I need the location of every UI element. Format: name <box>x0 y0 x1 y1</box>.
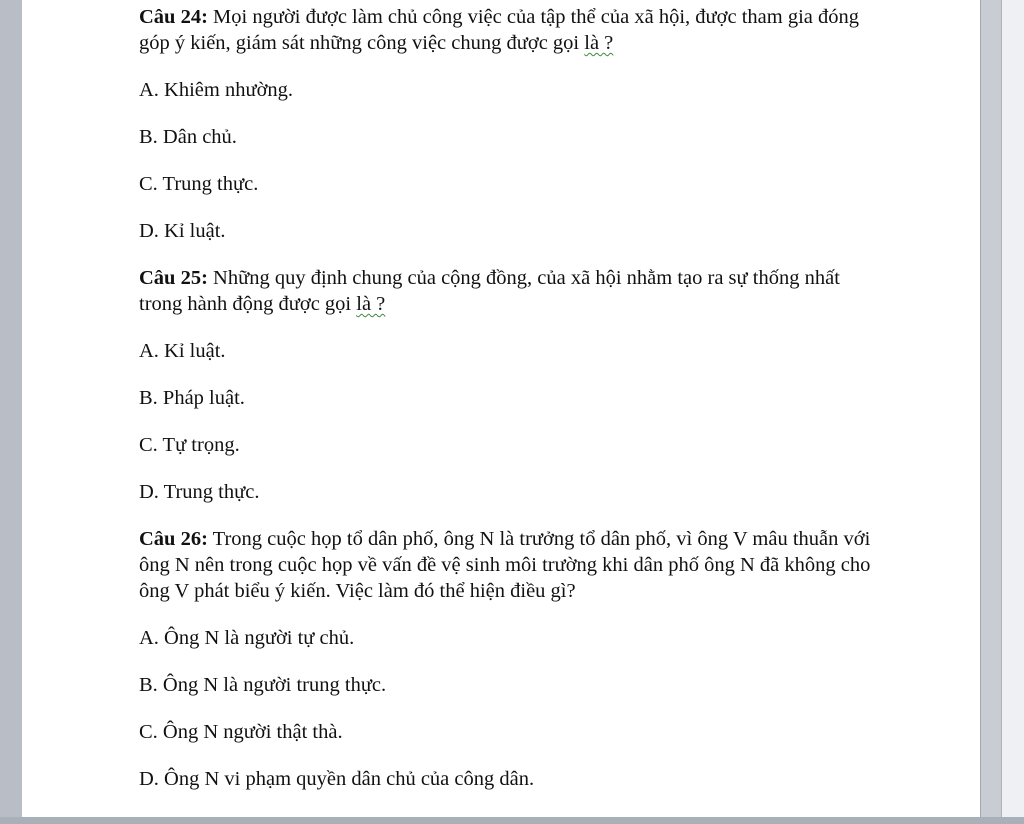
answer-option: D. Trung thực. <box>139 481 260 503</box>
bottom-edge <box>0 817 1024 824</box>
question-26 <box>139 526 879 604</box>
right-gutter <box>981 0 1001 824</box>
document-content <box>139 4 879 813</box>
question-25 <box>139 265 879 317</box>
answer-option: B. Ông N là người trung thực. <box>139 674 387 696</box>
left-margin <box>0 0 22 824</box>
answer-option: B. Pháp luật. <box>139 387 245 409</box>
question-24 <box>139 4 879 56</box>
spellcheck-flagged-text: là ? <box>356 293 386 315</box>
answer-option: D. Ông N vi phạm quyền dân chủ của công dân. <box>139 768 535 790</box>
answer-option: A. Khiêm nhường. <box>139 79 294 101</box>
question-text: Những quy định chung của cộng đồng, của xã hội nhằm tạo ra sự thống nhất trong hành động được gọi <box>139 267 840 315</box>
question-label: Câu 24: <box>139 6 208 28</box>
answer-option: C. Ông N người thật thà. <box>139 721 343 743</box>
question-label: Câu 26: <box>139 528 208 550</box>
spellcheck-flagged-text: là ? <box>584 32 614 54</box>
answer-option: A. Kỉ luật. <box>139 340 226 362</box>
answer-option: C. Trung thực. <box>139 173 259 195</box>
answer-option: B. Dân chủ. <box>139 126 237 148</box>
vertical-scrollbar[interactable] <box>1001 0 1024 824</box>
answer-option: D. Kỉ luật. <box>139 220 226 242</box>
question-label: Câu 25: <box>139 267 208 289</box>
question-text: Mọi người được làm chủ công việc của tập thể của xã hội, được tham gia đóng góp ý kiến, giám sát những công việc chung được gọi <box>139 6 859 54</box>
question-text: Trong cuộc họp tổ dân phố, ông N là trưởng tổ dân phố, vì ông V mâu thuẫn với ông N nên trong cuộc họp về vấn đề vệ sinh môi trường khi dân phố ông N đã không cho ông V phát biểu ý kiến. Việc làm đó thể hiện điều gì? <box>139 528 871 602</box>
answer-option: C. Tự trọng. <box>139 434 240 456</box>
answer-option: A. Ông N là người tự chủ. <box>139 627 355 649</box>
